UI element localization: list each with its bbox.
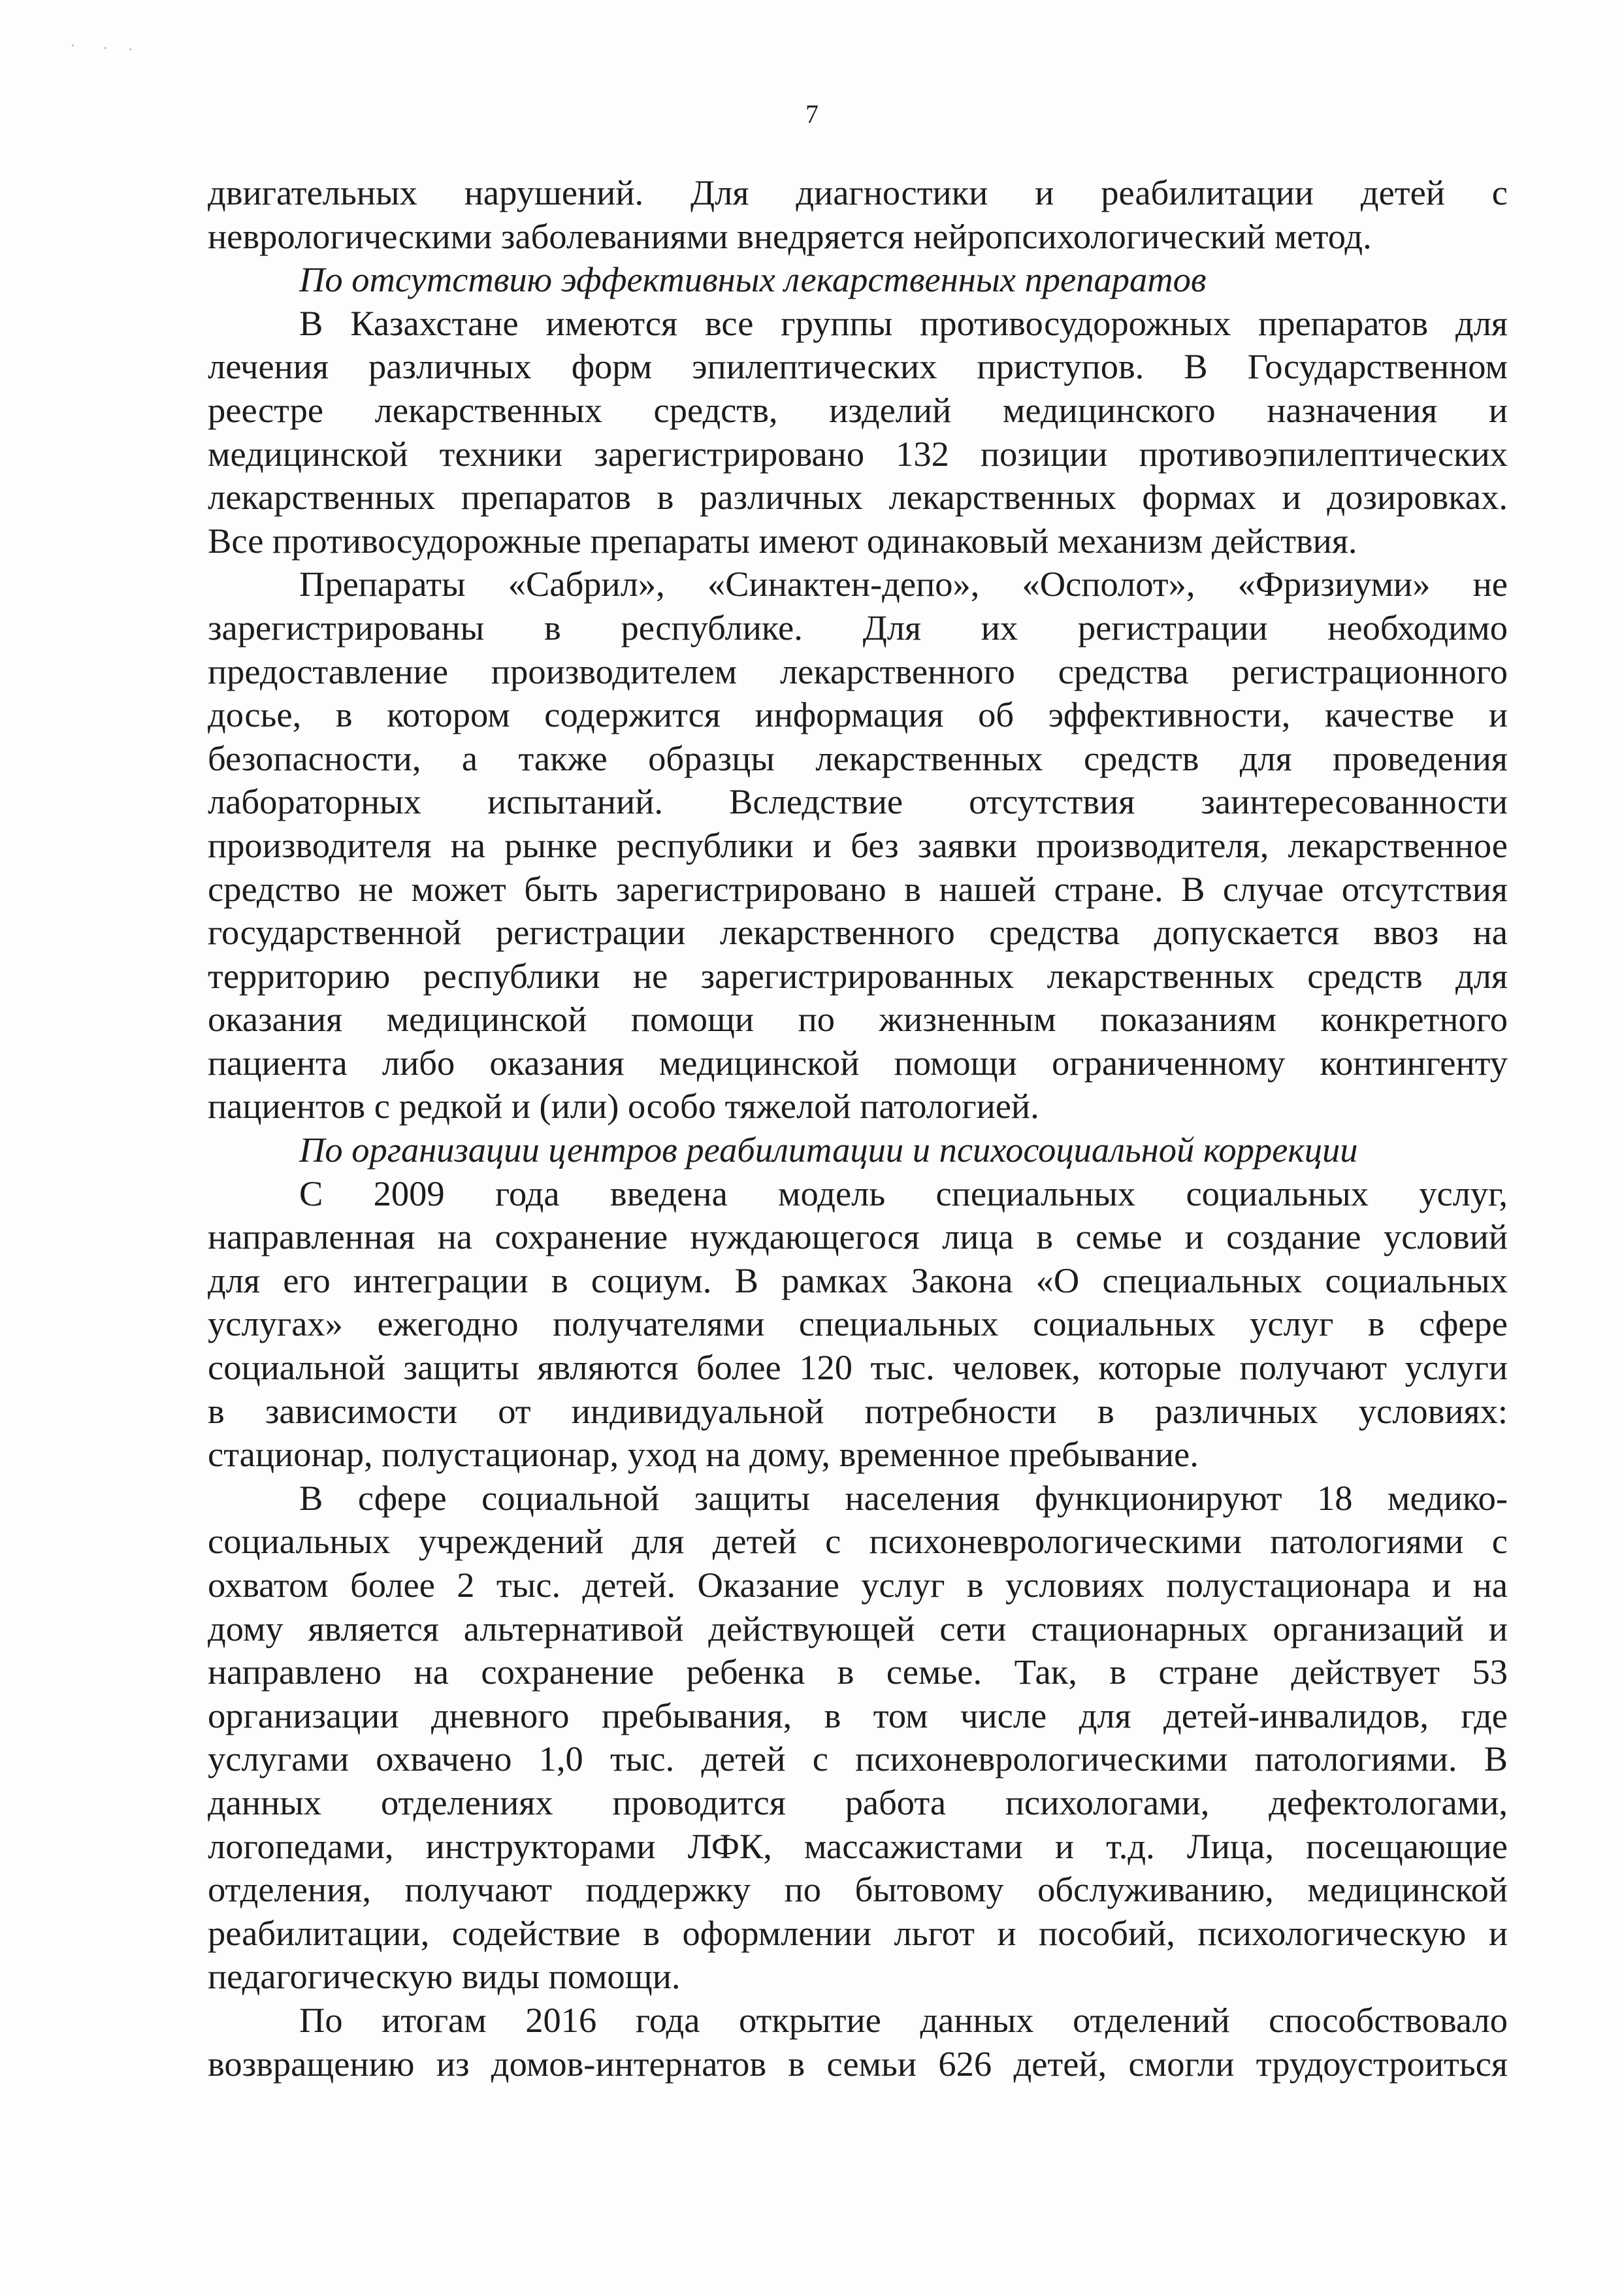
text-line: В Казахстане имеются все группы противосудорожных препаратов для	[299, 303, 1508, 343]
text-line: Все противосудорожные препараты имеют одинаковый механизм действия.	[208, 520, 1357, 561]
text-line: средство не может быть зарегистрировано в нашей стране. В случае отсутствия	[208, 868, 1508, 909]
text-line: социальной защиты являются более 120 тыс. человек, которые получают услуги	[208, 1347, 1508, 1388]
text-line: медицинской техники зарегистрировано 132 позиции противоэпилептических	[208, 433, 1508, 474]
text-line: досье, в котором содержится информация об эффективности, качестве и	[208, 695, 1508, 735]
text-line: дому является альтернативой действующей сети стационарных организаций и	[208, 1608, 1508, 1648]
text-line: территорию республики не зарегистрированных лекарственных средств для	[208, 955, 1508, 996]
text-line: лекарственных препаратов в различных лекарственных формах и дозировках.	[208, 477, 1508, 517]
text-line: охватом более 2 тыс. детей. Оказание услуг в условиях полустационара и на	[208, 1565, 1508, 1605]
text-line: лечения различных форм эпилептических приступов. В Государственном	[208, 346, 1508, 387]
text-line: услугах» ежегодно получателями специальных социальных услуг в сфере	[208, 1303, 1508, 1344]
text-line: государственной регистрации лекарственного средства допускается ввоз на	[208, 912, 1508, 953]
scan-speck	[72, 44, 74, 46]
text-line: двигательных нарушений. Для диагностики и реабилитации детей с	[208, 172, 1508, 212]
text-line: оказания медицинской помощи по жизненным показаниям конкретного	[208, 999, 1508, 1040]
scan-speck	[129, 48, 131, 50]
text-line: Препараты «Сабрил», «Синактен-депо», «Осполот», «Фризиуми» не	[299, 564, 1508, 604]
text-line: В сфере социальной защиты населения функционируют 18 медико-	[299, 1477, 1508, 1518]
text-line: направлено на сохранение ребенка в семье. Так, в стране действует 53	[208, 1652, 1508, 1692]
text-line: логопедами, инструкторами ЛФК, массажистами и т.д. Лица, посещающие	[208, 1826, 1508, 1866]
text-line: безопасности, а также образцы лекарственных средств для проведения	[208, 738, 1508, 778]
text-line: пациентов с редкой и (или) особо тяжелой патологией.	[208, 1086, 1039, 1126]
scan-speck	[105, 47, 106, 49]
section-heading: По отсутствию эффективных лекарственных препаратов	[299, 259, 1207, 300]
text-line: неврологическими заболеваниями внедряется нейропсихологический метод.	[208, 216, 1372, 256]
section-heading: По организации центров реабилитации и психосоциальной коррекции	[299, 1130, 1358, 1170]
text-line: в зависимости от индивидуальной потребности в различных условиях:	[208, 1390, 1508, 1431]
text-line: стационар, полустационар, уход на дому, временное пребывание.	[208, 1434, 1199, 1475]
text-line: организации дневного пребывания, в том числе для детей-инвалидов, где	[208, 1695, 1508, 1735]
text-line: услугами охвачено 1,0 тыс. детей с психоневрологическими патологиями. В	[208, 1739, 1508, 1779]
text-line: лабораторных испытаний. Вследствие отсутствия заинтересованности	[208, 781, 1508, 822]
text-line: для его интеграции в социум. В рамках Закона «О специальных социальных	[208, 1260, 1508, 1300]
text-line: По итогам 2016 года открытие данных отделений способствовало	[299, 1999, 1508, 2040]
text-line: направленная на сохранение нуждающегося лица в семье и создание условий	[208, 1217, 1508, 1257]
text-line: данных отделениях проводится работа психологами, дефектологами,	[208, 1782, 1508, 1822]
text-line: производителя на рынке республики и без заявки производителя, лекарственное	[208, 825, 1508, 865]
text-line: социальных учреждений для детей с психоневрологическими патологиями с	[208, 1521, 1508, 1562]
text-line: педагогическую виды помощи.	[208, 1956, 681, 1997]
text-line: пациента либо оказания медицинской помощи ограниченному контингенту	[208, 1042, 1508, 1083]
text-line: С 2009 года введена модель специальных социальных услуг,	[299, 1173, 1508, 1213]
text-line: возвращению из домов-интернатов в семьи 626 детей, смогли трудоустроиться	[208, 2043, 1508, 2084]
page-number: 7	[805, 99, 819, 129]
body-text	[208, 171, 1508, 2086]
text-line: отделения, получают поддержку по бытовому обслуживанию, медицинской	[208, 1869, 1508, 1910]
text-line: зарегистрированы в республике. Для их регистрации необходимо	[208, 607, 1508, 647]
text-line: реабилитации, содействие в оформлении льгот и пособий, психологическую и	[208, 1912, 1508, 1953]
text-line: предоставление производителем лекарственного средства регистрационного	[208, 651, 1508, 691]
text-line: реестре лекарственных средств, изделий медицинского назначения и	[208, 389, 1508, 430]
